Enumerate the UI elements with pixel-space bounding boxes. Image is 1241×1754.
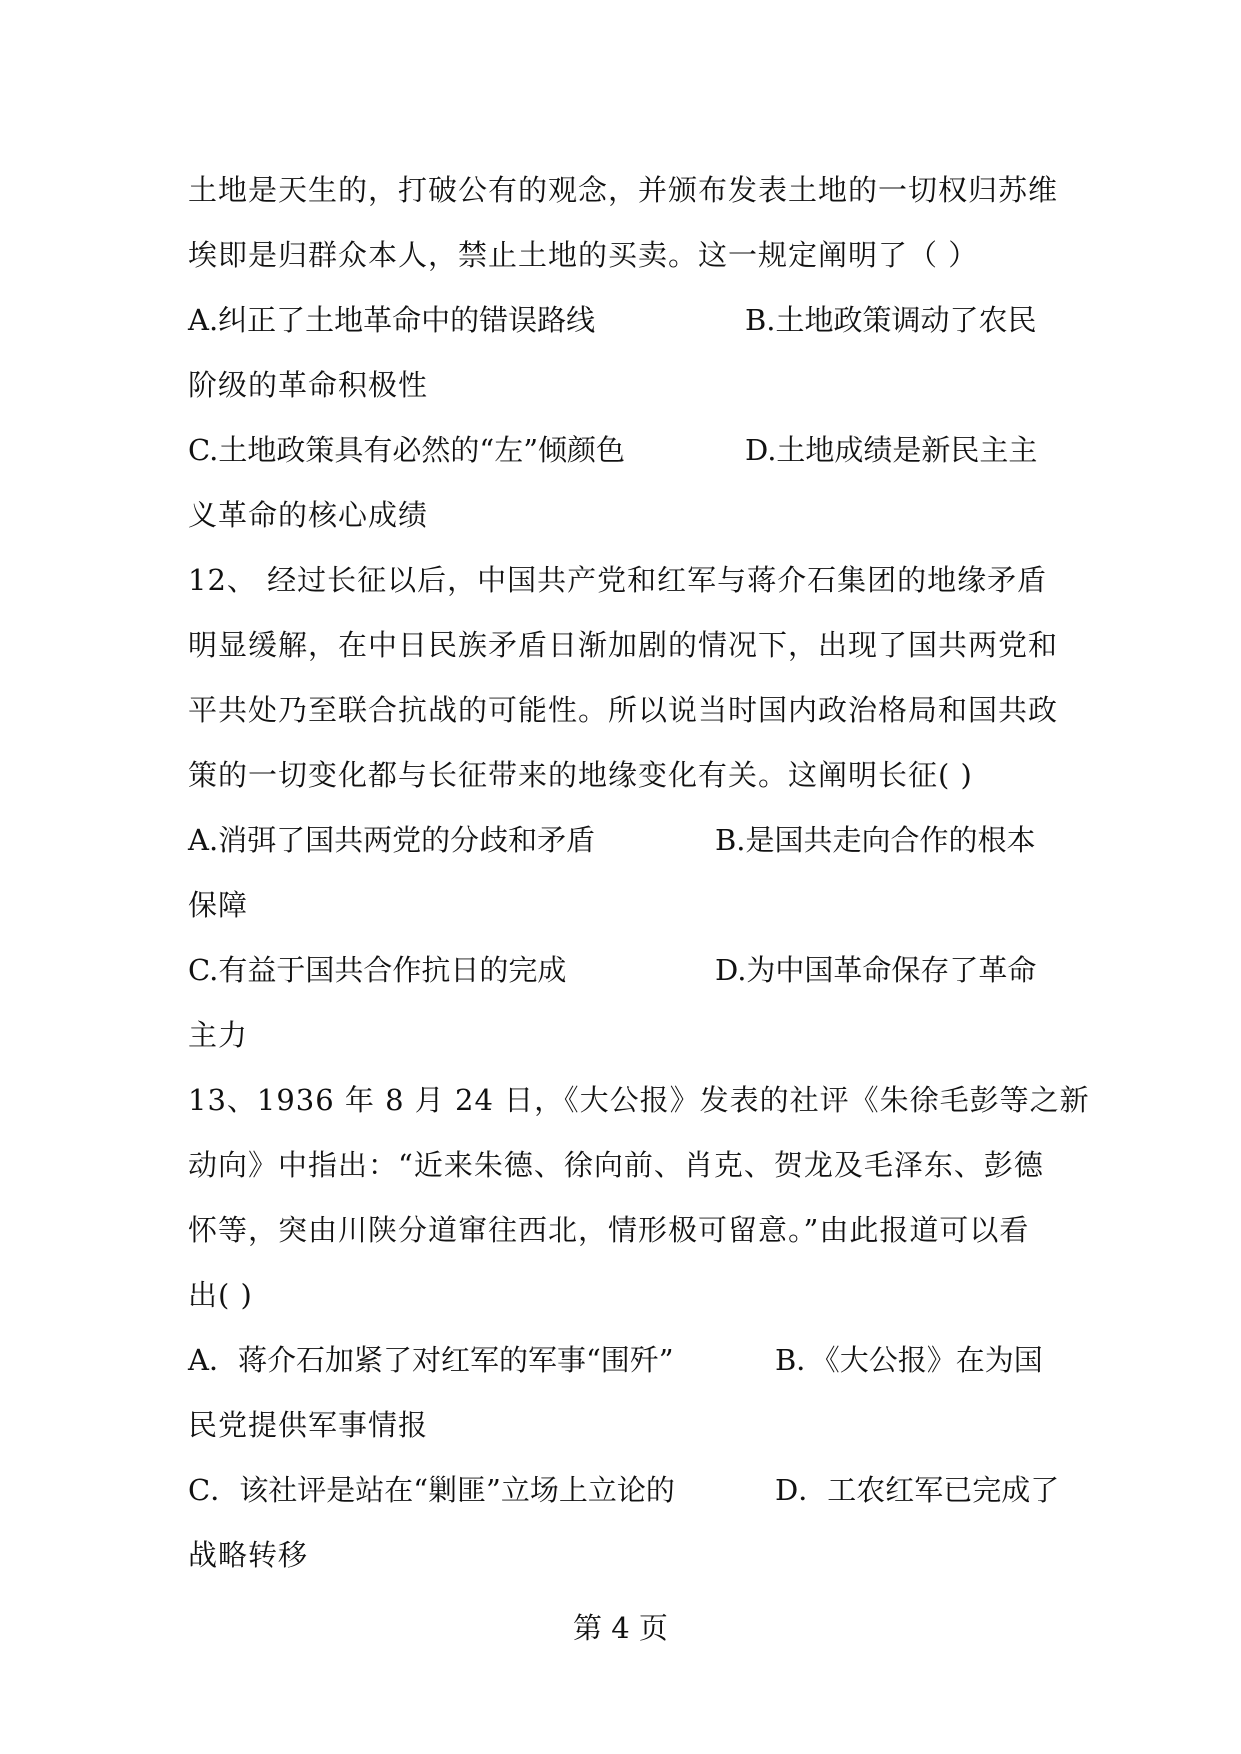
option-c: C.有益于国共合作抗日的完成 (188, 953, 567, 987)
question-12-line: 平共处乃至联合抗战的可能性。所以说当时国内政治格局和国共政 (188, 693, 1059, 727)
option-d: D．工农红军已完成了 (775, 1473, 1060, 1507)
option-row (188, 1328, 1068, 1393)
option-b: B.是国共走向合作的根本 (715, 823, 1036, 857)
option-d-continuation: 义革命的核心成绩 (188, 498, 429, 532)
option-row (188, 418, 1068, 483)
question-12-line: 明显缓解，在中日民族矛盾日渐加剧的情况下，出现了国共两党和 (188, 628, 1059, 662)
option-b: B．《大公报》在为国 (775, 1343, 1043, 1377)
question-13-line: 13、1936 年 8 月 24 日，《大公报》发表的社评《朱徐毛彭等之新 (188, 1083, 1090, 1117)
option-d: D.土地成绩是新民主主 (745, 433, 1038, 467)
page-number: 第 4 页 (573, 1611, 668, 1645)
option-row (188, 938, 1068, 1003)
option-row (188, 808, 1068, 873)
question-12-line: 12、 经过长征以后，中国共产党和红军与蒋介石集团的地缘矛盾 (188, 563, 1048, 597)
option-row (188, 1458, 1068, 1523)
option-b-continuation: 保障 (188, 888, 249, 922)
question-12-line: 策的一切变化都与长征带来的地缘变化有关。这阐明长征( ) (188, 758, 973, 792)
option-a: A.纠正了土地革命中的错误路线 (188, 303, 596, 337)
question-13-line: 动向》中指出：“近来朱德、徐向前、肖克、贺龙及毛泽东、彭德 (188, 1148, 1044, 1182)
question-13-line: 出( ) (188, 1278, 253, 1312)
option-b-continuation: 阶级的革命积极性 (188, 368, 429, 402)
question-13-line: 怀等，突由川陕分道窜往西北，情形极可留意。”由此报道可以看 (188, 1213, 1030, 1247)
option-d: D.为中国革命保存了革命 (715, 953, 1037, 987)
question-stem-line: 埃即是归群众本人，禁止土地的买卖。这一规定阐明了（ ） (188, 238, 979, 272)
option-a: A．蒋介石加紧了对红军的军事“围歼” (188, 1343, 674, 1377)
page-content (188, 158, 1090, 1588)
option-b-continuation: 民党提供军事情报 (188, 1408, 429, 1442)
option-b: B.土地政策调动了农民 (745, 303, 1037, 337)
option-d-continuation: 战略转移 (188, 1538, 309, 1572)
option-a: A.消弭了国共两党的分歧和矛盾 (188, 823, 596, 857)
text-line: 土地是天生的，打破公有的观念，并颁布发表土地的一切权归苏维 (188, 173, 1059, 207)
option-row (188, 288, 1068, 353)
option-d-continuation: 主力 (188, 1018, 249, 1052)
option-c: C．该社评是站在“剿匪”立场上立论的 (188, 1473, 675, 1507)
option-c: C.土地政策具有必然的“左”倾颜色 (188, 433, 626, 467)
